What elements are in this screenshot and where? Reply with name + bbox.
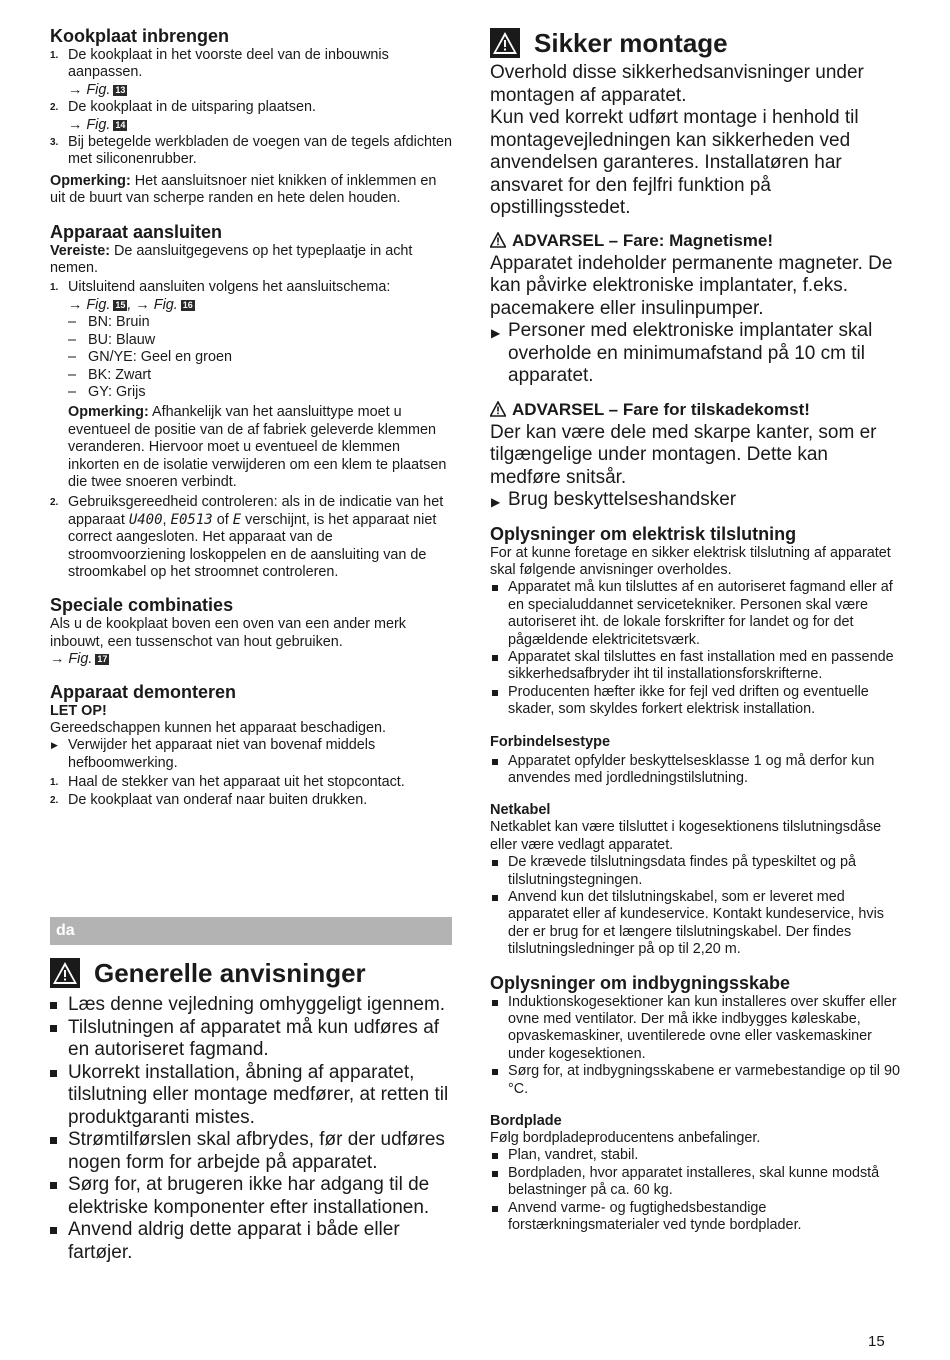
connection-type-bullets (490, 753, 900, 788)
bullet-text: De krævede tilslutningsdata findes på typeskiltet og på tilslutningstegningen. (508, 854, 856, 888)
list-item (490, 1063, 900, 1098)
list-item (50, 774, 454, 791)
bullet-text: Apparatet må kun tilsluttes af en autoriseret fagmand eller af en specialuddannet servicetekniker. Personen skal være autoriseret iht. de lokale forskrifter for landet og for det pågældende elektricitetsværk. (508, 579, 893, 648)
intro-paragraph: Kun ved korrekt udført montage i henhold til montagevejledningen kan sikkerheden ved anvendelsen garanteres. Installatøren har ansvaret for den fejlfri funktion på opstillingsstedet. (490, 107, 859, 218)
step-number: 1. (50, 777, 59, 789)
warning-triangle-icon (490, 401, 506, 417)
bullet-text: Anvend kun det tilslutningskabel, som er leveret med apparatet eller af kundeservice. Kontakt kundeservice, hvis der er brug for et længere tilslutningskabel. Der findes tilslutningsledninger på op til 2,20 m. (508, 889, 884, 958)
square-bullet-icon (492, 1069, 498, 1075)
safety-title (490, 28, 900, 58)
note-paragraph (50, 173, 454, 208)
section-title-speciale-combinaties: Speciale combinaties (50, 595, 234, 616)
square-bullet-icon (492, 655, 498, 661)
list-item (50, 279, 454, 314)
requirement-text: De aansluitgegevens op het typeplaatje in acht nemen. (50, 242, 413, 277)
step-text: verschijnt, is het apparaat niet correct aangesloten. Het apparaat van de stroomvoorziening loskoppelen en de aansluiting van de stroomkabel op het stroomnet controleren. (68, 511, 437, 580)
page-number: 15 (868, 1333, 885, 1350)
list-item (50, 994, 454, 1017)
warning-paragraph: Der kan være dele med skarpe kanter, som er tilgængelige under montagen. Dette kan medføre snitsår. (490, 421, 877, 488)
section-title-cabinets: Oplysninger om indbygningsskabe (490, 972, 791, 993)
step-text: De kookplaat in het voorste deel van de inbouwnis aanpassen. (68, 47, 389, 81)
instruction-text: Personer med elektroniske implantater skal overholde en minimumafstand på 10 cm til apparatet. (508, 320, 873, 386)
steps-apparaat-demonteren (50, 774, 454, 809)
list-item (50, 1062, 454, 1130)
list-item (490, 579, 900, 649)
paragraph (50, 616, 454, 668)
square-bullet-icon (492, 1000, 498, 1006)
fig-ref-label: → Fig. (68, 81, 111, 98)
right-column (490, 26, 900, 1235)
dash-marker: – (68, 366, 77, 383)
list-item (50, 367, 454, 384)
requirement-paragraph (50, 243, 454, 278)
step-text: Bij betegelde werkbladen de voegen van de tegels afdichten met siliconenrubber. (68, 134, 453, 168)
bullet-text: Bordpladen, hvor apparatet installeres, skal kunne modstå belastninger på ca. 60 kg. (508, 1164, 880, 1199)
fig-ref (68, 117, 127, 133)
bullet-text: Sørg for, at brugeren ikke har adgang til de elektriske komponenter efter installationen. (68, 1174, 430, 1218)
triangle-pointer-icon: ▶ (51, 740, 58, 751)
warning-triangle-icon (490, 28, 520, 58)
warning-heading-text: ADVARSEL – Fare: Magnetisme! (512, 230, 774, 250)
language-code: da (56, 922, 75, 939)
paragraph: Netkablet kan være tilsluttet i kogesektionens tilslutningsdåse eller være vedlagt apparatet. (490, 819, 882, 853)
fig-ref (68, 82, 127, 98)
list-item (50, 1219, 454, 1264)
note-paragraph (50, 404, 454, 491)
dash-marker: – (68, 314, 77, 331)
note-text: Afhankelijk van het aansluittype moet u eventueel de positie van de af fabriek geleverde klemmen veranderen. Hiervoor moet u eventueel de klemmen inkorten en de isolatie verwijderen om een klem te plaatsen die twee snoeren verbindt. (68, 404, 447, 490)
list-item (50, 314, 454, 331)
list-item (490, 649, 900, 684)
fig-ref-label: → Fig. (50, 651, 93, 668)
fig-number-badge: 16 (182, 299, 193, 310)
safety-title-text: Sikker montage (534, 28, 728, 58)
list-item (490, 854, 900, 889)
list-item (490, 1200, 900, 1235)
step-number: 2. (50, 497, 59, 509)
section-title-power-cable: Netkabel (490, 802, 551, 819)
instruction-text: Brug beskyttelseshandsker (508, 489, 737, 510)
section-title-apparaat-demonteren: Apparaat demonteren (50, 681, 237, 702)
list-item (490, 684, 900, 719)
step-text: De kookplaat in de uitsparing plaatsen. (68, 99, 316, 116)
warning-triangle-icon (490, 232, 506, 248)
color-code: BU: Blauw (88, 331, 156, 348)
fig-number-badge: 14 (115, 119, 126, 130)
caution-label: LET OP! (50, 702, 107, 719)
language-bar (50, 917, 452, 945)
intro-paragraph: Overhold disse sikkerhedsanvisninger under montagen af apparatet. (490, 62, 864, 106)
list-item (490, 320, 900, 388)
square-bullet-icon (492, 1206, 498, 1212)
color-code: GN/YE: Geel en groen (88, 349, 232, 366)
list-item (490, 489, 900, 512)
instruction-text: Verwijder het apparaat niet van bovenaf middels hefboomwerking. (68, 737, 376, 771)
display-code: E (232, 511, 242, 528)
conjunction: of (216, 511, 229, 528)
bullet-text: Læs denne vejledning omhyggeligt igennem. (68, 994, 446, 1015)
dash-marker: – (68, 383, 77, 400)
step-number: 3. (50, 137, 59, 149)
fig-ref-label: → Fig. (68, 116, 111, 133)
list-item (50, 1017, 454, 1062)
step-text: Haal de stekker van het apparaat uit het stopcontact. (68, 774, 405, 791)
section-title-kookplaat-inbrengen: Kookplaat inbrengen (50, 26, 230, 46)
color-code: BN: Bruin (88, 314, 150, 331)
color-code: BK: Zwart (88, 366, 152, 383)
paragraph: Følg bordpladeproducentens anbefalinger. (490, 1130, 761, 1147)
dash-marker: – (68, 349, 77, 366)
list-item (50, 1174, 454, 1219)
bullet-text: Anvend varme- og fugtighedsbestandige forstærkningsmaterialer ved tynde bordplader. (508, 1199, 802, 1234)
warning-heading-text: ADVARSEL – Fare for tilskadekomst! (512, 399, 810, 419)
square-bullet-icon (50, 1025, 57, 1032)
step-text: De kookplaat van onderaf naar buiten drukken. (68, 791, 368, 808)
square-bullet-icon (50, 1137, 57, 1144)
square-bullet-icon (492, 1171, 498, 1177)
step-number: 1. (50, 282, 59, 294)
bullet-text: Ukorrekt installation, åbning af apparatet, tilslutning eller montage medfører, at retten til produktgaranti mistes. (68, 1061, 449, 1128)
step-text: Gebruiksgereedheid controleren: als in de indicatie van het apparaat (68, 494, 444, 528)
fig-ref-separator: , → Fig. (127, 296, 178, 313)
bullet-text: Apparatet skal tilsluttes en fast installation med en passende sikkerhedsafbryder iht til installationsforskrifterne. (508, 648, 894, 683)
bullet-text: Plan, vandret, stabil. (508, 1147, 639, 1164)
note-text: Het aansluitsnoer niet knikken of inklemmen en uit de buurt van scherpe randen en hete delen houden. (50, 172, 437, 207)
square-bullet-icon (50, 1070, 57, 1077)
list-item (490, 889, 900, 959)
general-title-text: Generelle anvisninger (94, 958, 366, 988)
dash-marker: – (68, 331, 77, 348)
list-item (50, 494, 454, 581)
square-bullet-icon (492, 690, 498, 696)
list-item (490, 1147, 900, 1164)
electric-bullets (490, 579, 900, 718)
warning-paragraph: Apparatet indeholder permanente magneter. De kan påvirke elektroniske implantater, f.eks. pacemakere eller insulinpumper. (490, 252, 893, 319)
list-item (50, 134, 454, 169)
step-number: 2. (50, 794, 59, 806)
color-code: GY: Grijs (88, 383, 146, 400)
note-label: Opmerking: (50, 172, 131, 189)
worktop-bullets (490, 1147, 900, 1234)
general-title (50, 958, 454, 988)
square-bullet-icon (492, 1153, 498, 1159)
warning-triangle-icon (50, 958, 80, 988)
list-item (490, 994, 900, 1064)
list-item (50, 1129, 454, 1174)
square-bullet-icon (492, 759, 498, 765)
general-instructions-section (50, 958, 454, 1264)
list-item (50, 737, 454, 772)
list-item (50, 47, 454, 99)
bullet-text: Strømtilførslen skal afbrydes, før der udføres nogen form for arbejde på apparatet. (68, 1129, 445, 1173)
bullet-text: Producenten hæfter ikke for fejl ved driften og eventuelle skader, som skyldes forkert elektrisk installation. (508, 683, 869, 718)
fig-number-badge: 13 (115, 84, 126, 95)
bullet-text: Anvend aldrig dette apparat i både eller fartøjer. (68, 1219, 400, 1263)
separator: , (162, 511, 167, 528)
requirement-label: Vereiste: (50, 242, 111, 259)
left-column (50, 26, 454, 809)
square-bullet-icon (50, 1227, 57, 1234)
list-item (50, 332, 454, 349)
square-bullet-icon (492, 585, 498, 591)
list-item (490, 1165, 900, 1200)
section-title-worktop: Bordplade (490, 1113, 562, 1130)
cabinets-bullets (490, 994, 900, 1098)
warning-heading-injury (490, 400, 900, 420)
fig-ref-label: → Fig. (68, 296, 111, 313)
list-item (50, 792, 454, 809)
section-title-connection-type: Forbindelsestype (490, 733, 611, 750)
step-text: Uitsluitend aansluiten volgens het aansluitschema: (68, 279, 391, 296)
section-title-apparaat-aansluiten: Apparaat aansluiten (50, 221, 223, 242)
note-label: Opmerking: (68, 404, 149, 421)
bullet-text: Apparatet opfylder beskyttelsesklasse 1 og må derfor kun anvendes med jordledningstilslutning. (508, 752, 875, 786)
general-bullets (50, 994, 454, 1264)
fig-number-badge: 17 (97, 654, 108, 665)
display-code: U400 (128, 511, 163, 528)
bullet-text: Sørg for, at indbygningsskabene er varmebestandige op til 90 °C. (508, 1063, 900, 1097)
step-number: 2. (50, 102, 59, 114)
step-number: 1. (50, 50, 59, 61)
list-item (50, 384, 454, 401)
square-bullet-icon (492, 860, 498, 866)
list-item (490, 753, 900, 788)
list-item (50, 99, 454, 134)
steps-kookplaat-inbrengen (50, 47, 454, 169)
paragraph: For at kunne foretage en sikker elektrisk tilslutning af apparatet skal følgende anvisninger overholdes. (490, 544, 891, 578)
display-code: E0513 (170, 511, 213, 528)
caution-text: Gereedschappen kunnen het apparaat beschadigen. (50, 720, 387, 736)
paragraph-text: Als u de kookplaat boven een oven van een ander merk inbouwt, een tussenschot van hout gebruiken. (50, 616, 407, 650)
power-cable-bullets (490, 854, 900, 958)
square-bullet-icon (50, 1002, 57, 1009)
section-title-electric: Oplysninger om elektrisk tilslutning (490, 523, 797, 544)
triangle-pointer-icon: ▶ (491, 495, 501, 509)
bullet-text: Induktionskogesektioner kan kun installeres over skuffer eller ovne med ventilator. Der må ikke indbygges køleskabe, opvaskemaskiner, uventilerede ovne eller vaskemaskiner under kogesektionen. (508, 993, 897, 1062)
square-bullet-icon (50, 1182, 57, 1189)
triangle-pointer-icon: ▶ (491, 326, 501, 340)
square-bullet-icon (492, 895, 498, 901)
list-item (50, 349, 454, 366)
warning-heading-magnetism (490, 231, 900, 251)
bullet-text: Tilslutningen af apparatet må kun udføres af en autoriseret fagmand. (68, 1016, 440, 1060)
steps-apparaat-aansluiten (50, 279, 454, 581)
fig-number-badge: 15 (115, 299, 126, 310)
